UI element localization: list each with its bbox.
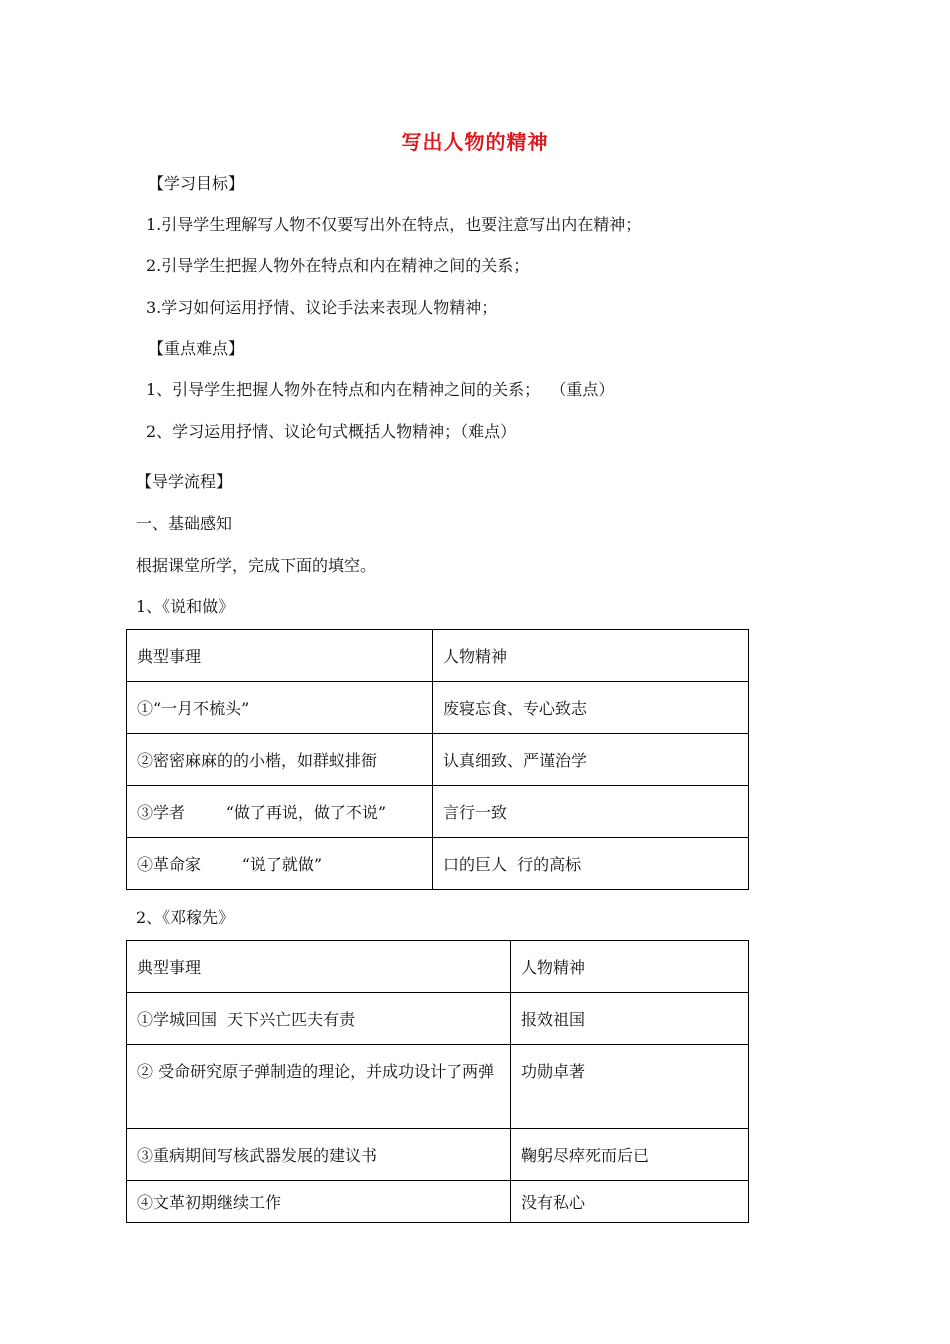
table-cell: 功勋卓著 (511, 1045, 749, 1129)
objective-item-2: 2.引导学生把握人物外在特点和内在精神之间的关系； (146, 256, 530, 275)
objective-item-3: 3.学习如何运用抒情、议论手法来表现人物精神； (146, 298, 498, 317)
table-cell: ②密密麻麻的的小楷，如群蚁排衙 (127, 734, 433, 786)
table-row (127, 1181, 749, 1223)
table-row (127, 682, 749, 734)
flow-heading: 【导学流程】 (136, 472, 233, 491)
table-cell: 言行一致 (433, 786, 749, 838)
table-cell: ③学者 “做了再说，做了不说” (127, 786, 433, 838)
table-cell: ①学城回国 天下兴亡匹夫有责 (127, 993, 511, 1045)
column-header: 人物精神 (433, 630, 749, 682)
table-cell: 鞠躬尽瘁死而后已 (511, 1129, 749, 1181)
table-row (127, 838, 749, 890)
table1-caption: 1、《说和做》 (136, 597, 235, 616)
table-cell: ④文革初期继续工作 (127, 1181, 511, 1223)
page-title: 写出人物的精神 (401, 130, 549, 154)
table-cell: 认真细致、严谨治学 (433, 734, 749, 786)
instruction-text: 根据课堂所学，完成下面的填空。 (136, 556, 377, 575)
table2-caption: 2、《邓稼先》 (136, 908, 235, 927)
table-row (127, 734, 749, 786)
table-cell: 废寝忘食、专心致志 (433, 682, 749, 734)
table-cell: 没有私心 (511, 1181, 749, 1223)
table-header-row (127, 941, 749, 993)
table-cell: ② 受命研究原子弹制造的理论，并成功设计了两弹 (127, 1045, 511, 1129)
column-header: 典型事理 (127, 941, 511, 993)
section-heading: 一、基础感知 (136, 514, 233, 533)
key-point-item-2: 2、学习运用抒情、议论句式概括人物精神；（难点） (146, 422, 517, 441)
table-header-row (127, 630, 749, 682)
table-shuo-he-zuo (126, 629, 749, 890)
key-point-item-1: 1、引导学生把握人物外在特点和内在精神之间的关系； （重点） (146, 380, 615, 399)
objective-item-1: 1.引导学生理解写人物不仅要写出外在特点，也要注意写出内在精神； (146, 215, 642, 234)
table-cell: ④革命家 “说了就做” (127, 838, 433, 890)
key-points-heading: 【重点难点】 (148, 339, 245, 358)
table-row (127, 993, 749, 1045)
table-row (127, 1129, 749, 1181)
table-row (127, 1045, 749, 1129)
table-cell: 口的巨人 行的高标 (433, 838, 749, 890)
table-cell: ①“一月不梳头” (127, 682, 433, 734)
column-header: 人物精神 (511, 941, 749, 993)
table-deng-jia-xian (126, 940, 749, 1223)
table-cell: 报效祖国 (511, 993, 749, 1045)
table-row (127, 786, 749, 838)
objectives-heading: 【学习目标】 (148, 174, 245, 193)
table-cell: ③重病期间写核武器发展的建议书 (127, 1129, 511, 1181)
column-header: 典型事理 (127, 630, 433, 682)
